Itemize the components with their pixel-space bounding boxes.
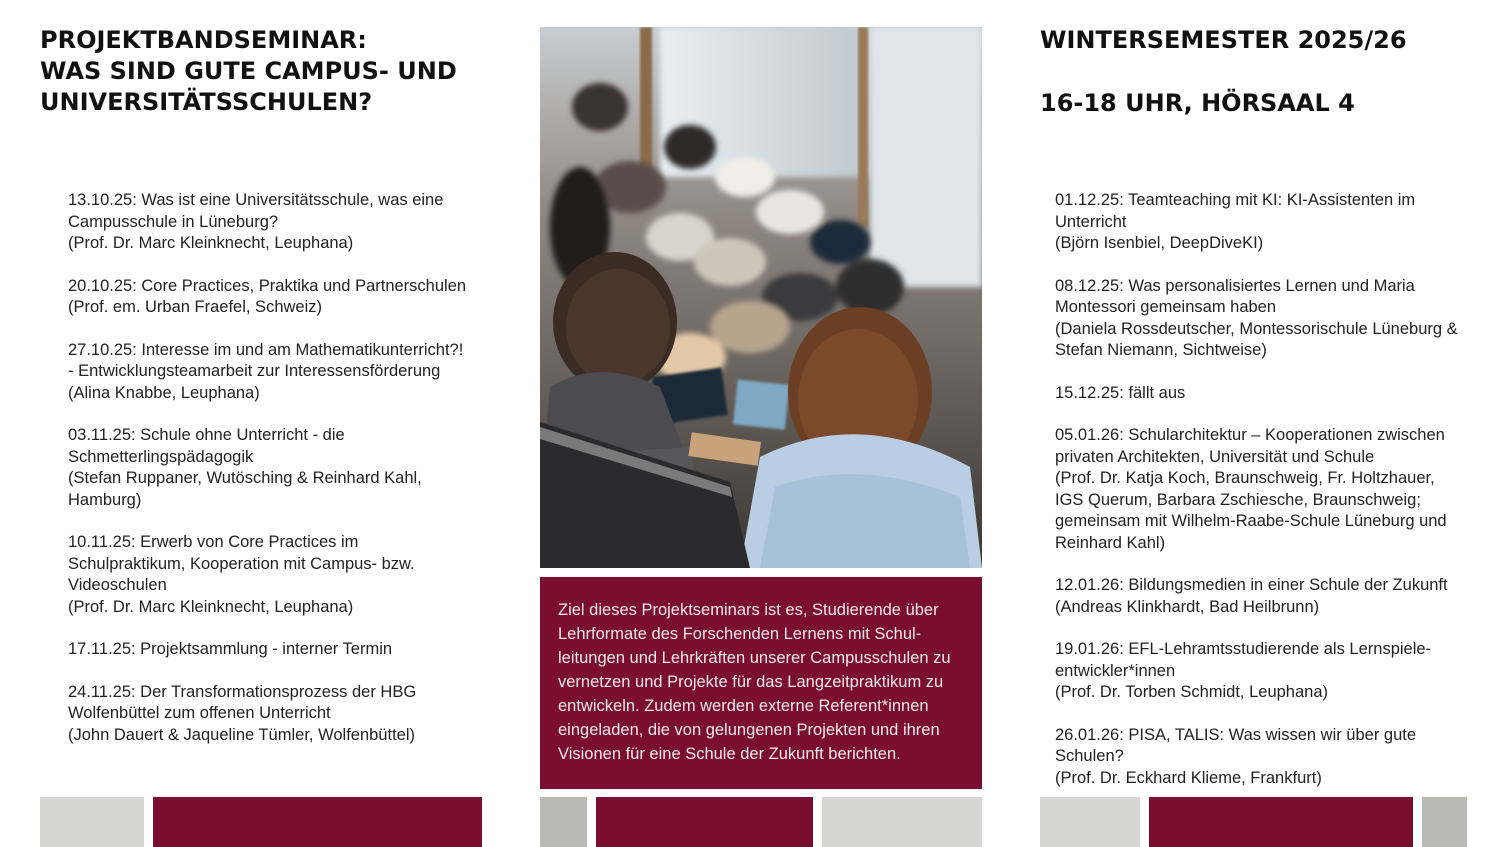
session-speaker: (Daniela Rossdeutscher, Montessorischule Lüneburg & Stefan Niemann, Sichtweise) [1055,319,1458,359]
session-topic: 08.12.25: Was personalisiertes Lernen und Maria Montessori gemeinsam haben [1055,276,1415,316]
session-speaker: (Prof. Dr. Katja Koch, Braunschweig, Fr. Holtzhauer, IGS Querum, Barbara Zschiesche, Braunschweig; gemeinsam mit Wilhelm-Raabe-Schule Lüneburg und Reinhard Kahl) [1055,469,1447,552]
schedule-right [1055,190,1460,810]
session-topic: 13.10.25: Was ist eine Universitätsschule, was eine Campusschule in Lüneburg? [68,191,444,231]
seminar-title-line: WAS SIND GUTE CAMPUS- UND [40,57,457,85]
schedule-entry [1055,425,1460,554]
schedule-entry [1055,190,1460,255]
session-speaker: (Prof. Dr. Marc Kleinknecht, Leuphana) [68,234,354,252]
session-speaker: (Prof. Dr. Marc Kleinknecht, Leuphana) [68,597,354,616]
time-room-label: 16-18 UHR, HÖRSAAL 4 [1040,89,1355,117]
session-topic: 17.11.25: Projektsammlung - interner Termin [68,640,393,658]
lecture-hall-photo [540,27,982,568]
seminar-title-line: PROJEKTBANDSEMINAR: [40,26,367,54]
session-topic: 01.12.25: Teamteaching mit KI: KI-Assistenten im Unterricht [1055,191,1416,231]
session-speaker: (Alina Knabbe, Leuphana) [68,383,260,402]
schedule-entry [1055,575,1460,618]
session-speaker: (John Dauert & Jaqueline Tümler, Wolfenbüttel) [68,725,415,744]
seminar-aim-text: Ziel dieses Projektseminars ist es, Studierende über Lehrformate des Forschenden Lernens mit Schul-leitungen und Lehrkräften unserer Campusschulen zu vernetzen und Projekte für das Langzeitpraktikum zu entwickeln. Zudem werden externe Referent*innen eingeladen, die von gelungenen Projekten und ihren Visionen für eine Schule der Zukunft berichten. [558,601,951,763]
session-topic: 05.01.26: Schularchitektur – Kooperationen zwischen privaten Architekten, Universität und Schule [1055,426,1445,466]
schedule-entry [1055,725,1460,790]
schedule-entry [1055,639,1460,704]
decor-block-grey [540,797,587,847]
seminar-title-line: UNIVERSITÄTSSCHULEN? [40,88,373,116]
decor-block-grey [822,797,982,847]
session-speaker: (Andreas Klinkhardt, Bad Heilbrunn) [1055,597,1320,616]
session-topic: 20.10.25: Core Practices, Praktika und Partnerschulen [68,276,467,295]
schedule-left [68,190,468,767]
session-topic: 10.11.25: Erwerb von Core Practices im Schulpraktikum, Kooperation mit Campus- bzw. Videoschulen [68,533,415,594]
seminar-aim-box [540,577,982,789]
seminar-title [40,25,457,118]
decor-block-grey [1422,797,1467,847]
semester-label: WINTERSEMESTER 2025/26 [1040,26,1407,54]
decor-block-red [596,797,813,847]
schedule-entry [1055,276,1460,362]
session-speaker: (Prof. Dr. Eckhard Klieme, Frankfurt) [1055,768,1322,787]
decor-block-red [153,797,482,847]
session-topic: 26.01.26: PISA, TALIS: Was wissen wir über gute Schulen? [1055,725,1417,765]
schedule-entry [68,639,468,661]
semester-info [1040,25,1407,119]
session-topic: 15.12.25: fällt aus [1055,383,1186,402]
schedule-entry [68,425,468,511]
schedule-entry [68,276,468,319]
lecture-hall-illustration [540,27,982,568]
schedule-entry [68,532,468,618]
session-speaker: (Björn Isenbiel, DeepDiveKI) [1055,234,1264,252]
session-topic: 19.01.26: EFL-Lehramtsstudierende als Lernspiele-entwickler*innen [1055,640,1432,680]
session-speaker: (Prof. Dr. Torben Schmidt, Leuphana) [1055,683,1329,701]
session-topic: 12.01.26: Bildungsmedien in einer Schule der Zukunft [1055,576,1448,594]
decor-block-red [1149,797,1413,847]
session-topic: 24.11.25: Der Transformationsprozess der HBG Wolfenbüttel zum offenen Unterricht [68,682,417,722]
schedule-entry [1055,383,1460,405]
schedule-entry [68,340,468,405]
session-speaker: (Stefan Ruppaner, Wutösching & Reinhard Kahl, Hamburg) [68,469,422,509]
decor-block-grey [40,797,144,847]
session-speaker: (Prof. em. Urban Fraefel, Schweiz) [68,298,322,316]
schedule-entry [68,682,468,747]
session-topic: 27.10.25: Interesse im und am Mathematikunterricht?! - Entwicklungsteamarbeit zur Interessensförderung [68,340,464,380]
decor-block-grey [1040,797,1140,847]
session-topic: 03.11.25: Schule ohne Unterricht - die Schmetterlingspädagogik [68,426,345,466]
schedule-entry [68,190,468,255]
